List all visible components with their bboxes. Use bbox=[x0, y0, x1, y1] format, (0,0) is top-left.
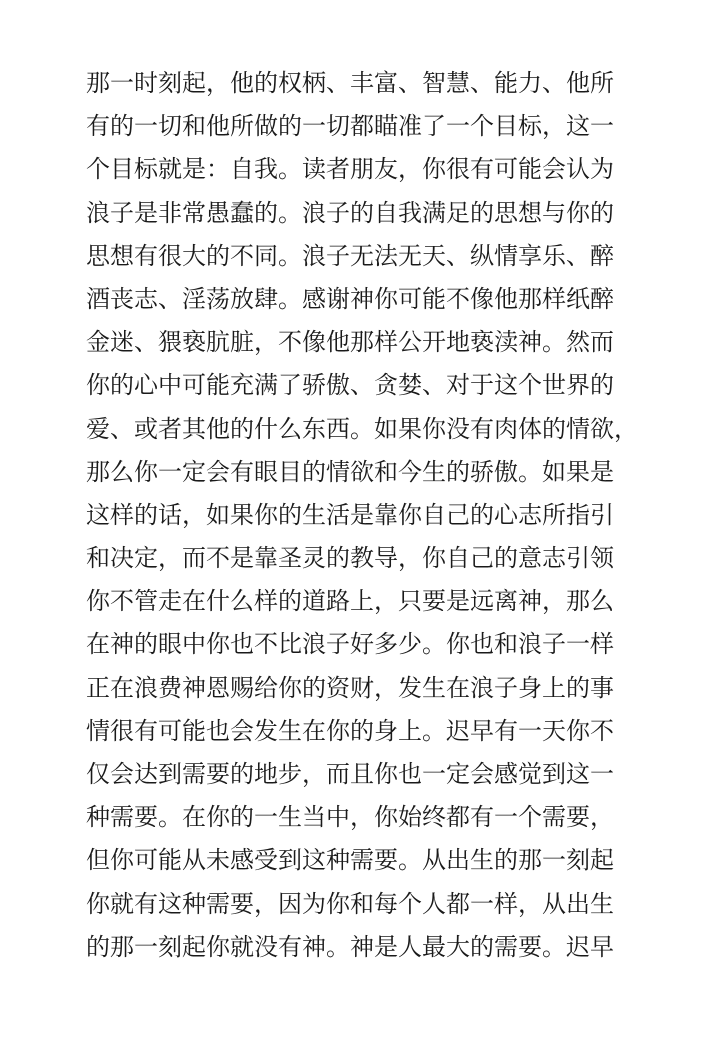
text-line: 的那一刻起你就没有神。神是人最大的需要。迟早 bbox=[86, 932, 614, 961]
text-line: 在神的眼中你也不比浪子好多少。你也和浪子一样 bbox=[86, 630, 614, 659]
text-line: 种需要。在你的一生当中，你始终都有一个需要， bbox=[86, 803, 614, 832]
text-line: 情很有可能也会发生在你的身上。迟早有一天你不 bbox=[86, 716, 614, 745]
text-line: 有的一切和他所做的一切都瞄准了一个目标，这一 bbox=[86, 112, 614, 141]
text-line: 这样的话，如果你的生活是靠你自己的心志所指引 bbox=[86, 500, 614, 529]
text-line: 个目标就是：自我。读者朋友，你很有可能会认为 bbox=[86, 155, 614, 184]
text-line: 那一时刻起，他的权柄、丰富、智慧、能力、他所 bbox=[86, 69, 614, 97]
text-line: 金迷、猥亵肮脏，不像他那样公开地亵渎神。然而 bbox=[86, 328, 614, 357]
text-line: 你就有这种需要，因为你和每个人都一样，从出生 bbox=[86, 889, 614, 918]
text-line: 那么你一定会有眼目的情欲和今生的骄傲。如果是 bbox=[86, 457, 614, 486]
text-line: 你的心中可能充满了骄傲、贪婪、对于这个世界的 bbox=[86, 371, 614, 400]
body-text bbox=[86, 62, 646, 969]
text-line: 仅会达到需要的地步，而且你也一定会感觉到这一 bbox=[86, 760, 614, 788]
text-line: 正在浪费神恩赐给你的资财，发生在浪子身上的事 bbox=[86, 673, 614, 702]
text-line: 酒丧志、淫荡放肆。感谢神你可能不像他那样纸醉 bbox=[86, 284, 614, 313]
text-line: 但你可能从未感受到这种需要。从出生的那一刻起 bbox=[86, 846, 614, 875]
text-line: 你不管走在什么样的道路上，只要是远离神，那么 bbox=[86, 587, 614, 616]
text-line: 思想有很大的不同。浪子无法无天、纵情享乐、醉 bbox=[86, 241, 614, 270]
text-line: 和决定，而不是靠圣灵的教导，你自己的意志引领 bbox=[86, 544, 614, 573]
text-line: 爱、或者其他的什么东西。如果你没有肉体的情欲， bbox=[86, 414, 638, 443]
text-line: 浪子是非常愚蠢的。浪子的自我满足的思想与你的 bbox=[86, 198, 614, 227]
